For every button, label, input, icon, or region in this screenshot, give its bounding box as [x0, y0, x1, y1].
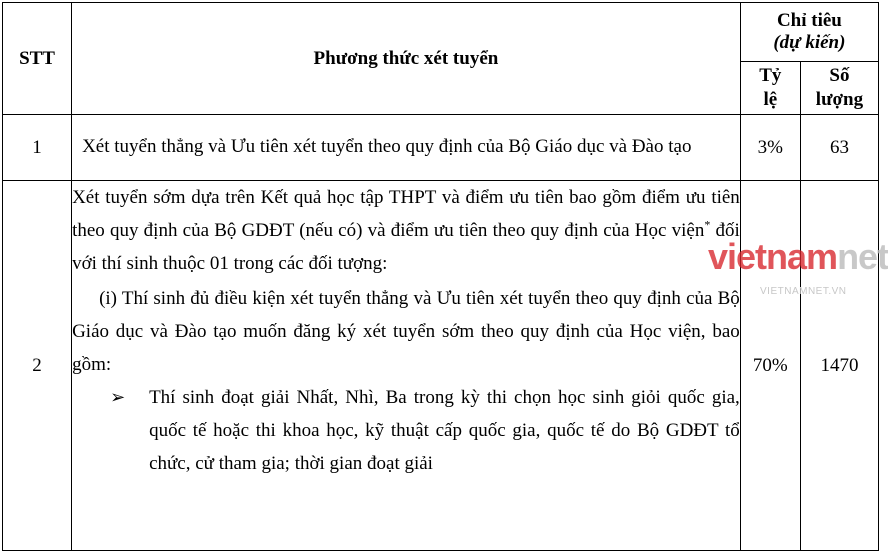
header-row [3, 3, 879, 62]
row-method [72, 181, 741, 551]
header-stt: STT [3, 3, 72, 115]
row-rate: 3% [740, 115, 800, 181]
watermark-url: VIETNAMNET.VN [760, 286, 847, 297]
row-method: Xét tuyển thẳng và Ưu tiên xét tuyển theo quy định của Bộ Giáo dục và Đào tạo [72, 115, 741, 181]
row-quantity: 63 [800, 115, 878, 181]
header-quota-title: Chỉ tiêu [776, 10, 842, 32]
admission-quota-table [2, 2, 879, 551]
method-sub-item: (i) Thí sinh đủ điều kiện xét tuyển thẳng và Ưu tiên xét tuyển theo quy định của Bộ Giáo dục và Đào tạo muốn đăng ký xét tuyển sớm theo quy định của Học viện, bao gồm: [72, 288, 740, 375]
header-qty-line2: lượng [815, 89, 864, 111]
header-method: Phương thức xét tuyển [72, 3, 741, 115]
row-quantity: 1470 [800, 181, 878, 551]
header-quota [740, 3, 878, 62]
method-bullet [110, 381, 740, 480]
header-quantity [800, 62, 878, 115]
row-stt: 2 [3, 181, 72, 551]
method-intro [72, 181, 740, 280]
watermark-brand-suffix: net [837, 236, 888, 277]
header-quota-sub: (dự kiến) [773, 32, 846, 54]
method-bullet-text: Thí sinh đoạt giải Nhất, Nhì, Ba trong kỳ thi chọn học sinh giỏi quốc gia, quốc tế hoặc thi khoa học, kỹ thuật cấp quốc gia, quốc tế do Bộ GDĐT tổ chức, cử tham gia; thời gian đoạt giải [149, 387, 740, 474]
table-row [3, 115, 879, 181]
header-rate-line2: lệ [763, 89, 778, 111]
header-qty-line1: Số [829, 65, 850, 87]
table-row [3, 181, 879, 551]
method-intro-text: Xét tuyển sớm dựa trên Kết quả học tập THPT và điểm ưu tiên bao gồm điểm ưu tiên theo quy định của Bộ GDĐT (nếu có) và điểm ưu tiên theo quy định của Học viện [72, 187, 740, 241]
watermark-brand-main: vietnam [708, 236, 838, 277]
row-stt: 1 [3, 115, 72, 181]
arrow-bullet-icon: ➢ [110, 387, 126, 407]
row-rate: 70% [740, 181, 800, 551]
header-rate-line1: Tỷ [759, 65, 782, 87]
footnote-mark: * [704, 217, 711, 232]
header-rate [740, 62, 800, 115]
method-intro-text-end: đối với thí sinh thuộc 01 trong các đối tượng: [72, 220, 740, 274]
